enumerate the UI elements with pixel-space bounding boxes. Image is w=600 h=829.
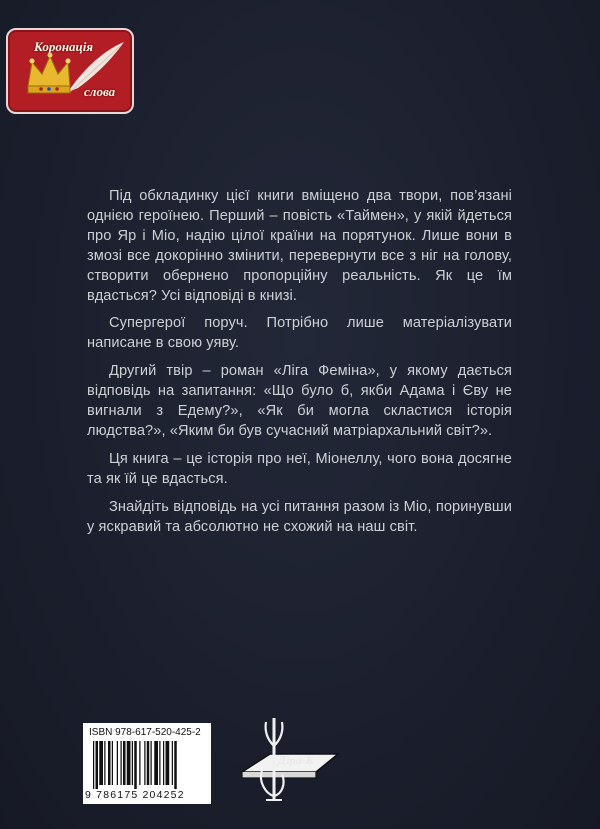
isbn-label: ISBN 978-617-520-425-2 bbox=[89, 727, 201, 738]
logo-word-bottom: слова bbox=[84, 84, 116, 99]
logo-word-top: Коронація bbox=[34, 39, 94, 54]
barcode-icon bbox=[93, 741, 203, 789]
publisher-logo bbox=[236, 710, 346, 810]
koronatsiia-slova-logo bbox=[6, 28, 134, 114]
paragraph: Другий твір – роман «Ліга Феміна», у якому дається відповідь на запитання: «Що було б, якби Адама і Єву не вигнали з Едему?», «Як би могла скластися історія людства?», «Яким би був сучасний матріархальний світ?». bbox=[87, 363, 512, 439]
paragraph: Супергерої поруч. Потрібно лише матеріалізувати написане в свою уяву. bbox=[87, 315, 512, 352]
paragraph: Знайдіть відповідь на усі питання разом із Міо, поринувши у яскравий та абсолютно не схожий на наш світ. bbox=[87, 498, 512, 535]
isbn-barcode bbox=[83, 723, 211, 804]
annotation-text bbox=[87, 187, 512, 546]
isbn-digits: 9 786175 204252 bbox=[85, 789, 185, 801]
paragraph: Ця книга – це історія про неї, Міонеллу, чого вона досягне та як їй це вдасться. bbox=[87, 450, 512, 487]
publisher-name: Діра-К bbox=[278, 753, 314, 767]
paragraph: Під обкладинку цієї книги вміщено два твори, пов’язані однією героїнею. Перший – повість «Таймен», у якій йдеться про Яр і Міо, надію цілої країни на порятунок. Лише вони в змозі все докорінно змінити, перевернути все з ніг на голову, створити обернено пропорційну реальність. Як це їм вдасться? Усі відповіді в книзі. bbox=[87, 188, 512, 304]
